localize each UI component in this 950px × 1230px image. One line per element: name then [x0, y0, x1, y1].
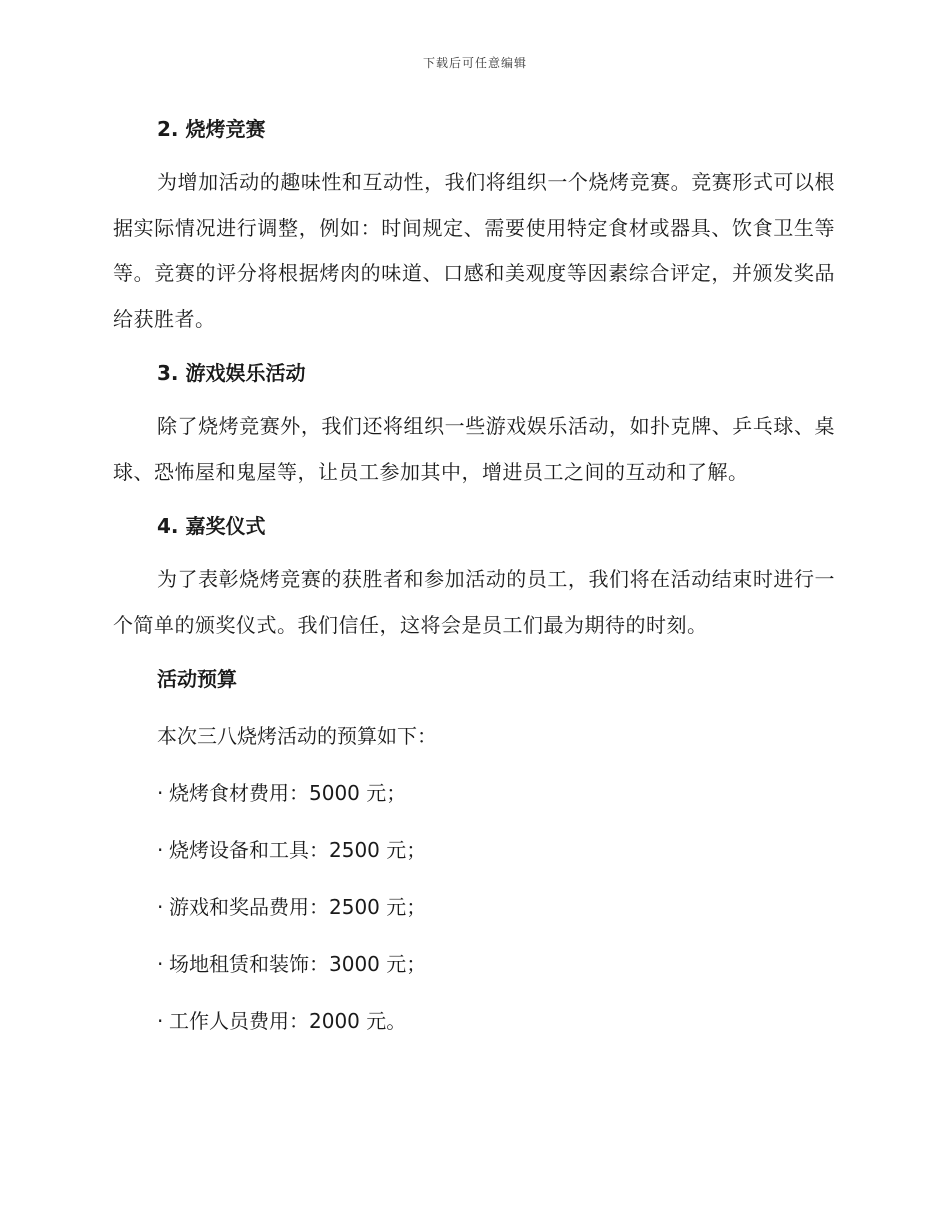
budget-item-equipment: 烧烤设备和工具：2500 元； — [169, 838, 427, 862]
section-heading-award-ceremony: 4. 嘉奖仪式 — [157, 514, 266, 538]
budget-item-venue: 场地租赁和装饰：3000 元； — [169, 952, 427, 976]
bullet-icon: · — [157, 952, 164, 976]
bullet-icon: · — [157, 1009, 164, 1033]
budget-list — [113, 776, 835, 1038]
section-paragraph-barbecue-contest: 为增加活动的趣味性和互动性，我们将组织一个烧烤竞赛。竞赛形式可以根据实际情况进行调整，例如：时间规定、需要使用特定食材或器具、饮食卫生等等。竞赛的评分将根据烤肉的味道、口感和美观度等因素综合评定，并颁发奖品给获胜者。 — [113, 170, 835, 331]
bullet-icon: · — [157, 781, 164, 805]
list-item — [113, 833, 835, 867]
header-note: 下载后可任意编辑 — [422, 56, 527, 70]
bullet-icon: · — [157, 895, 164, 919]
budget-item-games: 游戏和奖品费用：2500 元； — [169, 895, 427, 919]
list-item — [113, 1004, 835, 1038]
section-heading-games: 3. 游戏娱乐活动 — [157, 361, 306, 385]
section-paragraph-award-ceremony: 为了表彰烧烤竞赛的获胜者和参加活动的员工，我们将在活动结束时进行一个简单的颁奖仪式。我们信任，这将会是员工们最为期待的时刻。 — [113, 567, 835, 637]
section-paragraph-games: 除了烧烤竞赛外，我们还将组织一些游戏娱乐活动，如扑克牌、乒乓球、桌球、恐怖屋和鬼屋等，让员工参加其中，增进员工之间的互动和了解。 — [113, 414, 835, 484]
section-heading-barbecue-contest: 2. 烧烤竞赛 — [157, 117, 266, 141]
document-body — [113, 112, 835, 1038]
bullet-icon: · — [157, 838, 164, 862]
list-item — [113, 890, 835, 924]
budget-intro: 本次三八烧烤活动的预算如下： — [157, 724, 437, 748]
budget-item-staff: 工作人员费用：2000 元。 — [169, 1009, 407, 1033]
list-item — [113, 947, 835, 981]
budget-item-food: 烧烤食材费用：5000 元； — [169, 781, 407, 805]
budget-heading: 活动预算 — [157, 667, 237, 691]
list-item — [113, 776, 835, 810]
